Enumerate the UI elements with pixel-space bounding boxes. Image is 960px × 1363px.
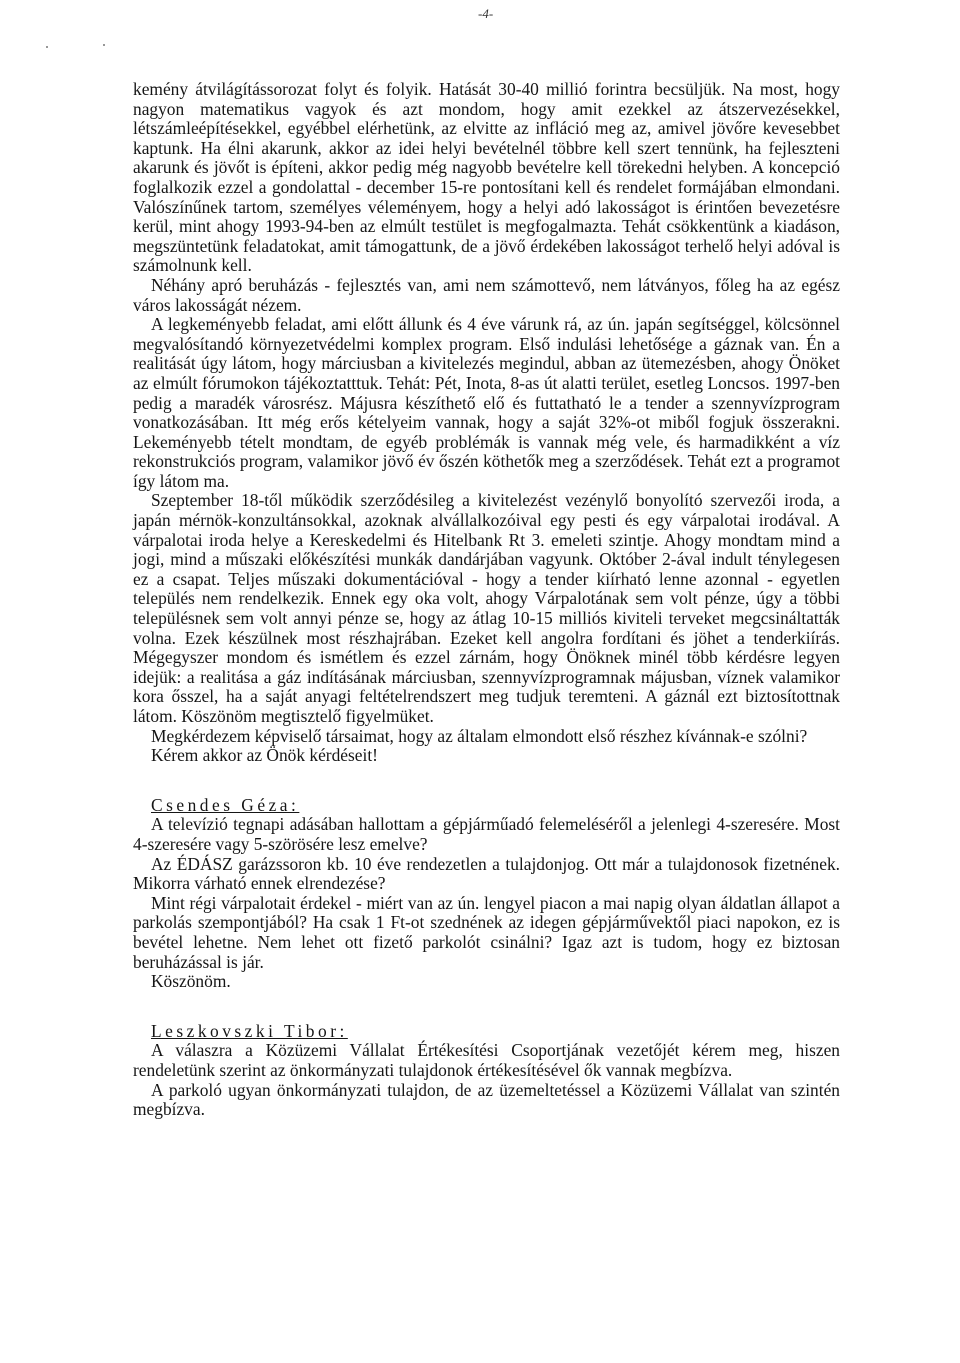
paragraph: Az ÉDÁSZ garázssoron kb. 10 éve rendezetlen a tulajdonjog. Ott már a tulajdonosok fizetnének. Mikorra várható ennek elrendezése? bbox=[133, 853, 840, 894]
paragraph: Szeptember 18-től működik szerződésileg a kivitelezést vezénylő bonyolító szervezői iroda, a japán mérnök-konzultánsokkal, azoknak alvállalkozóival egy pesti és egy várpalotai irodával. A várpalotai iroda helye a Kereskedelmi és Hitelbank Rt 3. emeleti szintje. Ahogy mondtam mind a jogi, mind a műszaki előkészítési munkák dandárjában vagyunk. Október 2-ával indult ténylegesen ez a csapat. Teljes műszaki dokumentációval - hogy a tender kiírható lenne azonnal - egyetlen település nem rendelkezik. Ennek egy oka volt, ahogy Várpalotának sem volt pénze, úgy a többi településnek sem volt annyi pénze se, hogy az átlag 10-15 milliós kiviteli terveket megcsináltatták volna. Ezek készülnek most részhajrában. Ezeket kell angolra fordítani és jöhet a tenderkiírás. Mégegyszer mondom és ismétlem és ezzel zárnám, hogy Önöknek minél több kérdésre legyen idejük: a realitása a gáz indításának márciusban, szennyvízprogramnak májusban, víznek valamikor kora ősszel, ha a saját anyagi feltételrendszert meg tudjuk teremteni. A gáznál ezt biztosítottnak látom. Köszönöm megtisztelő figyelmüket. bbox=[133, 490, 840, 726]
page-number: -4- bbox=[478, 6, 494, 21]
paragraph: Mint régi várpalotait érdekel - miért van az ún. lengyel piacon a mai napig olyan áldatlan állapot a parkolás szempontjából? Ha csak 1 Ft-ot szednének az idegen gépjárművektől piaci napokon, ez is bevétel lehetne. Nem lehet ott fizető parkolót csinálni? Igaz azt is tudom, hogy ez biztosan beruházással is jár. bbox=[133, 892, 840, 972]
speaker-name: Leszkovszki Tibor: bbox=[151, 1020, 348, 1041]
paragraph: Köszönöm. bbox=[151, 971, 231, 992]
speaker-name: Csendes Géza: bbox=[151, 794, 300, 815]
scan-speck bbox=[46, 46, 48, 48]
paragraph: A parkoló ugyan önkormányzati tulajdon, de az üzemeltetéssel a Közüzemi Vállalat van szintén megbízva. bbox=[133, 1079, 840, 1120]
paragraph: Megkérdezem képviselő társaimat, hogy az általam elmondott első részhez kívánnak-e szólni? bbox=[151, 725, 808, 746]
paragraph: Néhány apró beruházás - fejlesztés van, ami nem számottevő, nem látványos, főleg ha az egész város lakosságát nézem. bbox=[133, 274, 840, 315]
paragraph: A válaszra a Közüzemi Vállalat Értékesítési Csoportjának vezetőjét kérem meg, hiszen rendeletünk szerint az önkormányzati tulajdonok értékesítésével ők vannak megbízva. bbox=[133, 1040, 840, 1080]
paragraph: A televízió tegnapi adásában hallottam a gépjárműadó felemeléséről a jelenlegi 4-szeresére. Most 4-szeresére vagy 5-szörösére lesz emelve? bbox=[133, 814, 840, 854]
paragraph: kemény átvilágítássorozat folyt és folyik. Hatását 30-40 millió forintra becsüljük. Na most, hogy nagyon matematikus vagyok és azt mondom, hogy amit ezekkel az átszervezésekkel, létszámleépítésekkel, egyébbel elérhetünk, az elvitte az infláció meg az, amivel jövőre kevesebbet kaptunk. Ha élni akarunk, akkor az idei helyi bevételnél többre kell szert tennünk, ha fejleszteni akarunk és jövőt is építeni, akkor pedig még nagyobb bevételre kell törekedni helyben. A koncepció foglalkozik ezzel a gondolattal - december 15-re pontosítani kell és rendelet formájában elmondani. Valószínűnek tartom, személyes véleményem, hogy a helyi adó lakosságot is érintően bevezetésre kerül, mint ahogy 1993-94-ben az elmúlt testület is megfogalmazta. Tehát csökkentünk a kiadáson, megszüntetünk feladatokat, amit támogattunk, de a jövő érdekében lakosságot terhelő helyi adóval is számolnunk kell. bbox=[133, 79, 840, 276]
paragraph: A legkeményebb feladat, ami előtt állunk és 4 éve várunk rá, az ún. japán segítséggel, kölcsönnel megvalósítandó környezetvédelmi komplex program. Első indulási lehetősége a gáznak van. Én a realitását úgy látom, hogy márciusban a kivitelezés megindul, abban az ütemezésben, ahogy Önöket az elmúlt fórumokon tájékoztatttuk. Tehát: Pét, Inota, 8-as út alatti terület, esetleg Loncsos. 1997-ben pedig a maradék városrész. Májusra készíthető elő és futtatható le a tender a szennyvízprogram vonatkozásában. Itt még erős kételyeim vannak, hogy a saját 32%-ot miből fogjuk összerakni. Lekeményebb tételt mondtam, de egyéb problémák is vannak még vele, és harmadikként a víz rekonstrukciós program, valamikor jövő év őszén köthetők meg a szerződések. Tehát ezt a programot így látom ma. bbox=[133, 314, 840, 491]
paragraph: Kérem akkor az Önök kérdéseit! bbox=[151, 745, 378, 766]
document-body bbox=[133, 80, 840, 1120]
scan-speck bbox=[103, 44, 105, 46]
